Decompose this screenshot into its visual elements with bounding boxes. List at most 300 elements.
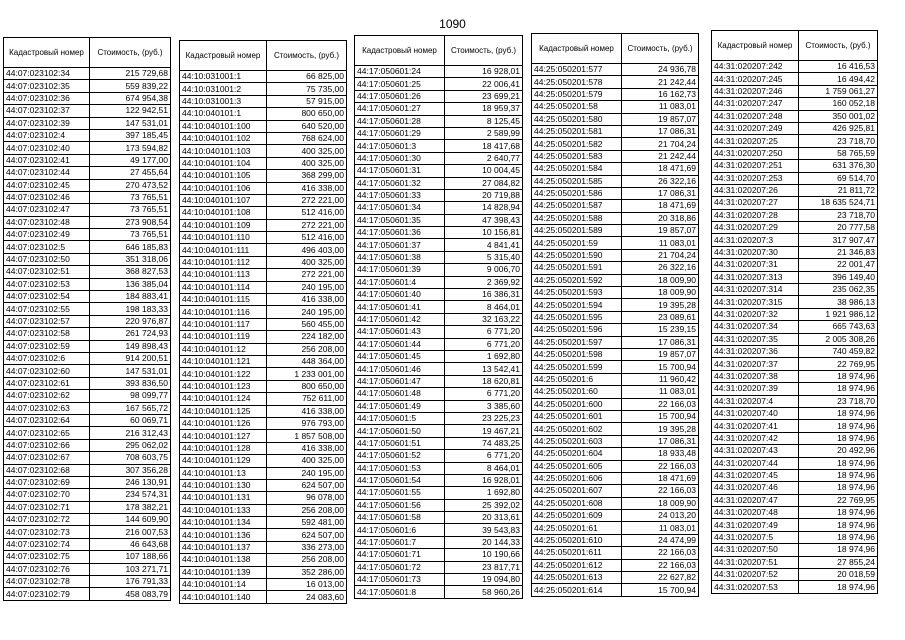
cadastral-number: 44:10:040101:12 xyxy=(180,343,267,355)
cadastral-number: 44:31:020207:36 xyxy=(712,345,799,357)
cadastral-number: 44:17:050601:42 xyxy=(355,313,445,325)
cadastral-number: 44:25:050201:593 xyxy=(532,287,622,299)
table-row xyxy=(532,64,699,76)
cadastral-number: 44:17:050601:3 xyxy=(355,140,445,152)
cadastral-number: 44:31:020207:314 xyxy=(712,284,799,296)
cost-value: 350 001,02 xyxy=(799,110,878,122)
table-row xyxy=(712,135,878,147)
cadastral-number: 44:31:020207:46 xyxy=(712,482,799,494)
table-row xyxy=(355,289,523,301)
cost-value: 665 743,63 xyxy=(799,321,878,333)
table-row xyxy=(355,574,523,586)
table-row xyxy=(712,271,878,283)
table-row xyxy=(355,301,523,313)
table-row xyxy=(532,584,699,596)
cadastral-number: 44:17:050601:49 xyxy=(355,400,445,412)
cost-value: 136 385,04 xyxy=(90,278,171,290)
table-row xyxy=(532,348,699,360)
cost-value: 6 771,20 xyxy=(445,326,523,338)
cost-value: 261 724,93 xyxy=(90,328,171,340)
cadastral-number: 44:10:040101:126 xyxy=(180,417,267,429)
cost-value: 8 125,45 xyxy=(445,115,523,127)
table-row xyxy=(712,259,878,271)
table-row xyxy=(712,519,878,531)
cost-value: 256 208,00 xyxy=(267,504,347,516)
cadastral-number: 44:07:023102:73 xyxy=(4,526,90,538)
cadastral-number: 44:17:050601:46 xyxy=(355,363,445,375)
cost-value: 22 769,95 xyxy=(799,494,878,506)
cadastral-number: 44:25:050201:579 xyxy=(532,88,622,100)
cadastral-number: 44:17:050601:47 xyxy=(355,375,445,387)
cost-value: 216 007,53 xyxy=(90,526,171,538)
cadastral-number: 44:17:050601:27 xyxy=(355,103,445,115)
cadastral-number: 44:07:023102:62 xyxy=(4,390,90,402)
cadastral-number: 44:10:040101:115 xyxy=(180,294,267,306)
table-row xyxy=(712,246,878,258)
cadastral-number: 44:17:050601:40 xyxy=(355,289,445,301)
cost-value: 18 933,48 xyxy=(622,448,699,460)
cadastral-number: 44:10:040101:134 xyxy=(180,517,267,529)
table-row xyxy=(355,400,523,412)
cost-value: 674 954,38 xyxy=(90,92,171,104)
cadastral-number: 44:25:050201:584 xyxy=(532,163,622,175)
cost-value: 17 086,31 xyxy=(622,125,699,137)
cadastral-number: 44:31:020207:5 xyxy=(712,531,799,543)
cost-value: 6 771,20 xyxy=(445,450,523,462)
cadastral-number: 44:17:050601:30 xyxy=(355,152,445,164)
header-cost: Стоимость, (руб.) xyxy=(622,34,699,64)
cost-value: 19 395,28 xyxy=(622,423,699,435)
cadastral-number: 44:10:040101:102 xyxy=(180,132,267,144)
cadastral-number: 44:31:020207:251 xyxy=(712,160,799,172)
cost-value: 21 242,44 xyxy=(622,76,699,88)
cost-value: 2 369,92 xyxy=(445,276,523,288)
cadastral-number: 44:17:050601:37 xyxy=(355,239,445,251)
table-row xyxy=(532,299,699,311)
cadastral-number: 44:31:020207:47 xyxy=(712,494,799,506)
table-row xyxy=(532,225,699,237)
cadastral-number: 44:31:020207:26 xyxy=(712,184,799,196)
cost-value: 149 898,43 xyxy=(90,340,171,352)
table-row xyxy=(532,534,699,546)
cadastral-number: 44:10:040101:13 xyxy=(180,467,267,479)
cadastral-number: 44:17:050601:54 xyxy=(355,474,445,486)
cadastral-number: 44:25:050201:6 xyxy=(532,373,622,385)
table-row xyxy=(712,345,878,357)
table-row xyxy=(532,510,699,522)
header-cost: Стоимость, (руб.) xyxy=(90,38,171,68)
cadastral-number: 44:31:020207:38 xyxy=(712,370,799,382)
cost-value: 11 083,01 xyxy=(622,386,699,398)
table-row xyxy=(4,266,171,278)
cadastral-number: 44:10:040101:124 xyxy=(180,393,267,405)
cadastral-number: 44:10:040101:129 xyxy=(180,455,267,467)
cadastral-number: 44:31:020207:49 xyxy=(712,519,799,531)
cadastral-number: 44:10:040101:137 xyxy=(180,541,267,553)
table-row xyxy=(4,576,171,588)
table-row xyxy=(712,482,878,494)
table-row xyxy=(712,122,878,134)
table-row xyxy=(355,412,523,424)
table-row xyxy=(355,586,523,598)
table-row xyxy=(180,318,347,330)
cadastral-number: 44:31:020207:30 xyxy=(712,246,799,258)
cadastral-number: 44:31:020207:32 xyxy=(712,308,799,320)
cadastral-number: 44:07:023102:40 xyxy=(4,142,90,154)
cost-value: 96 078,00 xyxy=(267,492,347,504)
table-row xyxy=(4,291,171,303)
cost-value: 240 195,00 xyxy=(267,306,347,318)
cost-value: 25 392,02 xyxy=(445,499,523,511)
cost-value: 73 765,51 xyxy=(90,191,171,203)
cadastral-number: 44:17:050601:73 xyxy=(355,574,445,586)
cadastral-number: 44:07:023102:78 xyxy=(4,576,90,588)
table-row xyxy=(4,452,171,464)
table-row xyxy=(532,287,699,299)
table-row xyxy=(355,350,523,362)
cadastral-number: 44:07:023102:60 xyxy=(4,365,90,377)
cost-value: 11 083,01 xyxy=(622,522,699,534)
cost-value: 22 006,41 xyxy=(445,78,523,90)
cadastral-number: 44:25:050201:592 xyxy=(532,274,622,286)
cadastral-number: 44:10:040101:140 xyxy=(180,591,267,603)
cadastral-number: 44:17:050601:34 xyxy=(355,202,445,214)
cadastral-number: 44:31:020207:29 xyxy=(712,222,799,234)
cadastral-number: 44:10:040101:113 xyxy=(180,269,267,281)
table-header-row xyxy=(712,31,878,61)
table-row xyxy=(712,197,878,209)
cadastral-number: 44:25:050201:588 xyxy=(532,212,622,224)
cost-value: 24 083,60 xyxy=(267,591,347,603)
table-row xyxy=(180,467,347,479)
cadastral-number: 44:17:050601:33 xyxy=(355,189,445,201)
cadastral-number: 44:31:020207:27 xyxy=(712,197,799,209)
cost-value: 234 574,31 xyxy=(90,489,171,501)
table-row xyxy=(355,487,523,499)
cost-value: 73 765,51 xyxy=(90,204,171,216)
table-row xyxy=(712,98,878,110)
cadastral-number: 44:10:040101:107 xyxy=(180,194,267,206)
cadastral-number: 44:25:050201:599 xyxy=(532,361,622,373)
cost-value: 592 481,00 xyxy=(267,517,347,529)
cadastral-number: 44:17:050601:71 xyxy=(355,549,445,561)
cadastral-number: 44:31:020207:35 xyxy=(712,333,799,345)
table-row xyxy=(355,499,523,511)
cost-value: 560 455,00 xyxy=(267,318,347,330)
cadastral-number: 44:07:023102:49 xyxy=(4,229,90,241)
cost-value: 23 699,21 xyxy=(445,90,523,102)
cost-value: 246 130,91 xyxy=(90,476,171,488)
cost-value: 39 543,83 xyxy=(445,524,523,536)
table-row xyxy=(712,284,878,296)
cost-value: 18 974,96 xyxy=(799,420,878,432)
cost-value: 26 322,16 xyxy=(622,262,699,274)
cost-value: 416 338,00 xyxy=(267,182,347,194)
cost-value: 23 718,70 xyxy=(799,395,878,407)
cost-value: 10 156,81 xyxy=(445,227,523,239)
cadastral-number: 44:07:023102:34 xyxy=(4,68,90,80)
cost-value: 6 771,20 xyxy=(445,338,523,350)
cost-value: 512 416,00 xyxy=(267,232,347,244)
table-row xyxy=(180,355,347,367)
cost-value: 18 974,96 xyxy=(799,531,878,543)
cost-value: 272 221,00 xyxy=(267,269,347,281)
cadastral-number: 44:07:023102:45 xyxy=(4,179,90,191)
cadastral-number: 44:07:023102:55 xyxy=(4,303,90,315)
cost-value: 400 325,00 xyxy=(267,256,347,268)
cost-value: 18 974,96 xyxy=(799,407,878,419)
cost-value: 24 474,99 xyxy=(622,534,699,546)
cost-value: 624 507,00 xyxy=(267,479,347,491)
cost-value: 73 765,51 xyxy=(90,229,171,241)
header-cost: Стоимость, (руб.) xyxy=(799,31,878,61)
table-row xyxy=(180,380,347,392)
table-row xyxy=(180,504,347,516)
cadastral-number: 44:07:023102:54 xyxy=(4,291,90,303)
cadastral-number: 44:10:040101:105 xyxy=(180,170,267,182)
table-row xyxy=(180,343,347,355)
cadastral-number: 44:07:023102:4 xyxy=(4,129,90,141)
cost-value: 295 062,02 xyxy=(90,439,171,451)
table-row xyxy=(180,417,347,429)
table-row xyxy=(355,549,523,561)
cadastral-number: 44:17:050601:32 xyxy=(355,177,445,189)
cadastral-number: 44:25:050201:58 xyxy=(532,101,622,113)
cadastral-number: 44:17:050601:24 xyxy=(355,66,445,78)
table-row xyxy=(712,172,878,184)
cadastral-number: 44:10:040101:119 xyxy=(180,331,267,343)
cadastral-number: 44:10:040101:133 xyxy=(180,504,267,516)
table-row xyxy=(180,95,347,107)
cost-value: 19 395,28 xyxy=(622,299,699,311)
cadastral-number: 44:17:050601:36 xyxy=(355,227,445,239)
table-row xyxy=(532,448,699,460)
table-row xyxy=(712,73,878,85)
cadastral-number: 44:25:050201:595 xyxy=(532,311,622,323)
cadastral-number: 44:07:023102:75 xyxy=(4,551,90,563)
cost-value: 46 643,68 xyxy=(90,538,171,550)
cost-value: 18 635 524,71 xyxy=(799,197,878,209)
table-row xyxy=(532,237,699,249)
table-row xyxy=(4,229,171,241)
table-row xyxy=(532,262,699,274)
table-row xyxy=(180,479,347,491)
cadastral-number: 44:07:023102:69 xyxy=(4,476,90,488)
cadastral-number: 44:25:050201:614 xyxy=(532,584,622,596)
cost-value: 20 719,88 xyxy=(445,189,523,201)
table-row xyxy=(355,276,523,288)
cost-value: 17 086,31 xyxy=(622,187,699,199)
cost-value: 631 376,30 xyxy=(799,160,878,172)
cost-value: 198 183,33 xyxy=(90,303,171,315)
table-row xyxy=(180,442,347,454)
table-row xyxy=(532,361,699,373)
cadastral-number: 44:17:050601:8 xyxy=(355,586,445,598)
cost-value: 18 974,96 xyxy=(799,544,878,556)
cadastral-number: 44:10:040101:127 xyxy=(180,430,267,442)
table-row xyxy=(4,514,171,526)
cadastral-number: 44:25:050201:601 xyxy=(532,410,622,422)
cost-table-5 xyxy=(711,30,878,594)
table-row xyxy=(532,423,699,435)
cost-value: 2 589,99 xyxy=(445,127,523,139)
cost-value: 16 928,01 xyxy=(445,66,523,78)
table-row xyxy=(712,457,878,469)
cost-value: 47 398,43 xyxy=(445,214,523,226)
table-row xyxy=(712,308,878,320)
cost-value: 458 083,79 xyxy=(90,588,171,600)
table-row xyxy=(180,294,347,306)
cost-value: 18 974,96 xyxy=(799,457,878,469)
table-row xyxy=(532,150,699,162)
table-row xyxy=(532,212,699,224)
cost-value: 559 839,22 xyxy=(90,80,171,92)
cadastral-number: 44:10:040101:103 xyxy=(180,145,267,157)
table-row xyxy=(712,383,878,395)
table-row xyxy=(4,142,171,154)
cadastral-number: 44:07:023102:72 xyxy=(4,514,90,526)
header-cadastral: Кадастровый номер xyxy=(712,31,799,61)
cost-value: 448 364,00 xyxy=(267,355,347,367)
cadastral-number: 44:10:040101:106 xyxy=(180,182,267,194)
cadastral-number: 44:25:050201:583 xyxy=(532,150,622,162)
cost-value: 16 013,00 xyxy=(267,579,347,591)
table-row xyxy=(712,581,878,593)
cadastral-number: 44:25:050201:596 xyxy=(532,324,622,336)
table-row xyxy=(355,78,523,90)
cost-value: 240 195,00 xyxy=(267,467,347,479)
cadastral-number: 44:07:023102:70 xyxy=(4,489,90,501)
cadastral-number: 44:31:020207:52 xyxy=(712,569,799,581)
cadastral-number: 44:17:050601:31 xyxy=(355,165,445,177)
cost-value: 215 729,68 xyxy=(90,68,171,80)
cost-value: 147 531,01 xyxy=(90,117,171,129)
table-row xyxy=(4,167,171,179)
header-cadastral: Кадастровый номер xyxy=(4,38,90,68)
cadastral-number: 44:31:020207:50 xyxy=(712,544,799,556)
cost-value: 1 692,80 xyxy=(445,487,523,499)
cost-value: 18 959,37 xyxy=(445,103,523,115)
cadastral-number: 44:25:050201:602 xyxy=(532,423,622,435)
cadastral-number: 44:31:020207:39 xyxy=(712,383,799,395)
cadastral-number: 44:07:023102:67 xyxy=(4,452,90,464)
cadastral-number: 44:31:020207:249 xyxy=(712,122,799,134)
cost-value: 69 514,70 xyxy=(799,172,878,184)
table-row xyxy=(712,432,878,444)
table-row xyxy=(712,209,878,221)
cost-value: 167 565,72 xyxy=(90,402,171,414)
cadastral-number: 44:10:040101:125 xyxy=(180,405,267,417)
cadastral-number: 44:07:023102:46 xyxy=(4,191,90,203)
cost-value: 27 855,24 xyxy=(799,556,878,568)
cadastral-number: 44:17:050601:35 xyxy=(355,214,445,226)
cadastral-number: 44:10:040101:139 xyxy=(180,566,267,578)
table-header-row xyxy=(4,38,171,68)
table-row xyxy=(355,202,523,214)
cadastral-number: 44:25:050201:608 xyxy=(532,497,622,509)
cadastral-number: 44:10:040101:108 xyxy=(180,207,267,219)
table-row xyxy=(712,147,878,159)
cost-value: 26 322,16 xyxy=(622,175,699,187)
table-row xyxy=(355,177,523,189)
table-row xyxy=(4,315,171,327)
table-row xyxy=(355,140,523,152)
cadastral-number: 44:17:050601:4 xyxy=(355,276,445,288)
cadastral-number: 44:10:040101:138 xyxy=(180,554,267,566)
cost-value: 24 013,20 xyxy=(622,510,699,522)
header-cadastral: Кадастровый номер xyxy=(355,36,445,66)
cost-value: 272 221,00 xyxy=(267,194,347,206)
cost-value: 22 166,03 xyxy=(622,398,699,410)
cost-value: 22 001,47 xyxy=(799,259,878,271)
cost-value: 75 735,00 xyxy=(267,83,347,95)
cadastral-number: 44:31:020207:253 xyxy=(712,172,799,184)
table-row xyxy=(355,388,523,400)
cost-value: 416 338,00 xyxy=(267,442,347,454)
cadastral-number: 44:07:023102:41 xyxy=(4,154,90,166)
cost-value: 1 857 508,00 xyxy=(267,430,347,442)
table-row xyxy=(180,157,347,169)
cadastral-number: 44:25:050201:612 xyxy=(532,559,622,571)
table-row xyxy=(532,113,699,125)
cost-value: 23 718,70 xyxy=(799,135,878,147)
cost-value: 397 185,45 xyxy=(90,129,171,141)
cost-value: 2 005 308,26 xyxy=(799,333,878,345)
table-row xyxy=(532,559,699,571)
cost-value: 20 318,86 xyxy=(622,212,699,224)
cost-value: 11 083,01 xyxy=(622,237,699,249)
cadastral-number: 44:25:050201:590 xyxy=(532,249,622,261)
cost-value: 6 771,20 xyxy=(445,388,523,400)
cadastral-number: 44:10:040101:130 xyxy=(180,479,267,491)
cadastral-number: 44:25:050201:607 xyxy=(532,485,622,497)
cadastral-number: 44:17:050601:72 xyxy=(355,561,445,573)
cadastral-number: 44:07:023102:71 xyxy=(4,501,90,513)
cadastral-number: 44:31:020207:44 xyxy=(712,457,799,469)
cost-value: 240 195,00 xyxy=(267,281,347,293)
table-row xyxy=(4,464,171,476)
table-row xyxy=(180,368,347,380)
cadastral-number: 44:25:050201:610 xyxy=(532,534,622,546)
cost-value: 19 857,07 xyxy=(622,113,699,125)
cost-value: 752 611,00 xyxy=(267,393,347,405)
table-row xyxy=(532,324,699,336)
table-row xyxy=(180,554,347,566)
cadastral-number: 44:10:040101:100 xyxy=(180,120,267,132)
cadastral-number: 44:07:023102:57 xyxy=(4,315,90,327)
table-row xyxy=(4,414,171,426)
cadastral-number: 44:17:050601:55 xyxy=(355,487,445,499)
cadastral-number: 44:07:023102:58 xyxy=(4,328,90,340)
table-row xyxy=(355,227,523,239)
table-row xyxy=(355,66,523,78)
cadastral-number: 44:31:020207:250 xyxy=(712,147,799,159)
table-row xyxy=(355,214,523,226)
cadastral-number: 44:17:050601:5 xyxy=(355,412,445,424)
table-row xyxy=(532,249,699,261)
cost-value: 27 455,64 xyxy=(90,167,171,179)
cost-value: 11 083,01 xyxy=(622,101,699,113)
cadastral-number: 44:17:050601:56 xyxy=(355,499,445,511)
cost-value: 8 464,01 xyxy=(445,462,523,474)
table-row xyxy=(4,365,171,377)
cost-value: 1 759 061,27 xyxy=(799,85,878,97)
table-header-row xyxy=(532,34,699,64)
cadastral-number: 44:25:050201:605 xyxy=(532,460,622,472)
cadastral-number: 44:07:023102:39 xyxy=(4,117,90,129)
cost-value: 646 185,83 xyxy=(90,241,171,253)
cost-value: 18 009,90 xyxy=(622,497,699,509)
